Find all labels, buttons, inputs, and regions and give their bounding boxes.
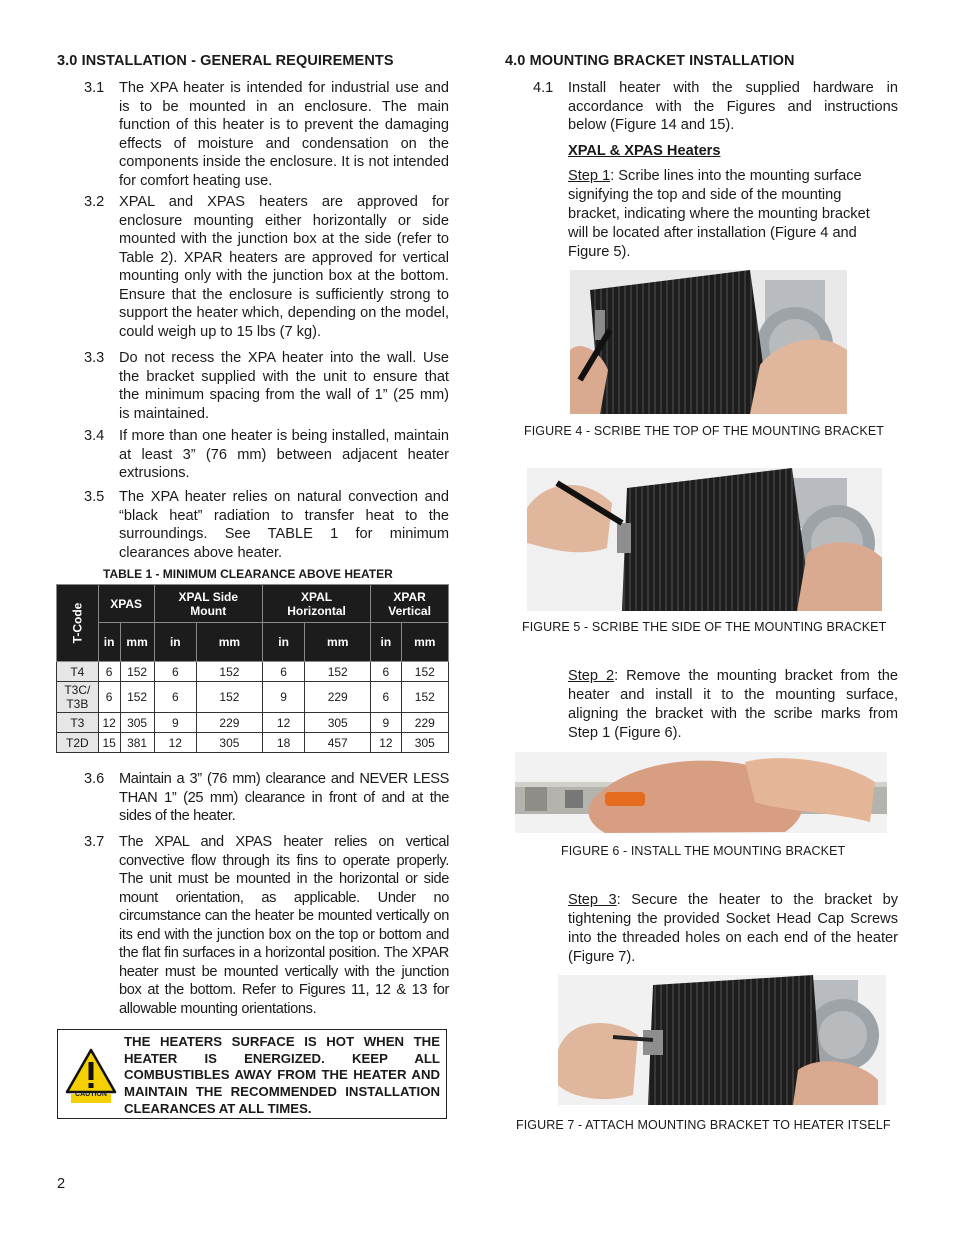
item-number: 3.1 (84, 80, 105, 96)
table-cell: 6 (154, 682, 196, 713)
table-row (57, 733, 449, 753)
page-number: 2 (57, 1176, 66, 1192)
item-number: 3.5 (84, 489, 105, 505)
item-number: 3.3 (84, 350, 105, 366)
t-code-cell: T3C/ T3B (57, 682, 99, 713)
item-3-6 (84, 770, 449, 828)
col-group-xpal-horizontal: XPAL Horizontal (262, 585, 370, 623)
figure-6-caption: FIGURE 6 - INSTALL THE MOUNTING BRACKET (561, 844, 846, 858)
item-number: 3.4 (84, 428, 105, 444)
step-1-text: : Scribe lines into the mounting surface signifying the top and side of the mounting bracket, indicating where the mounting bracket will be located after installation (Figure 4 and Figure 5). (568, 168, 870, 260)
item-text: If more than one heater is being installed, maintain at least 3” (76 mm) between adjacent heater extrusions. (119, 428, 449, 481)
table-cell: 15 (98, 733, 120, 753)
table-cell: 12 (371, 733, 401, 753)
table-cell: 6 (262, 662, 304, 682)
item-text: The XPA heater relies on natural convection and “black heat” radiation to transfer heat to the surroundings. See TABLE 1 for minimum clearances above heater. (119, 489, 449, 561)
item-number: 3.6 (84, 771, 105, 787)
figure-4-caption: FIGURE 4 - SCRIBE THE TOP OF THE MOUNTING BRACKET (524, 424, 885, 438)
unit-header: in (98, 623, 120, 662)
table-cell: 305 (120, 713, 154, 733)
table-cell: 6 (154, 662, 196, 682)
item-3-2 (84, 193, 449, 343)
item-4-1 (533, 79, 899, 137)
table-cell: 305 (401, 733, 448, 753)
section-3-heading: 3.0 INSTALLATION - GENERAL REQUIREMENTS (57, 53, 394, 69)
step-1-label: Step 1 (568, 168, 611, 184)
table-row (57, 713, 449, 733)
item-number: 3.2 (84, 194, 105, 210)
unit-header: mm (305, 623, 371, 662)
table-cell: 12 (154, 733, 196, 753)
caution-label: CAUTION (75, 1091, 107, 1098)
unit-header: mm (196, 623, 262, 662)
step-3-label: Step 3 (568, 892, 617, 908)
table-cell: 18 (262, 733, 304, 753)
table-cell: 229 (401, 713, 448, 733)
unit-header: in (371, 623, 401, 662)
col-group-xpar-vertical: XPAR Vertical (371, 585, 449, 623)
t-code-cell: T4 (57, 662, 99, 682)
table-cell: 457 (305, 733, 371, 753)
item-text: Install heater with the supplied hardware in accordance with the Figures and instructions below (Figure 14 and 15). (568, 80, 898, 133)
table-cell: 152 (305, 662, 371, 682)
item-3-3 (84, 349, 449, 424)
table-row (57, 682, 449, 713)
table-cell: 305 (305, 713, 371, 733)
figure-5-caption: FIGURE 5 - SCRIBE THE SIDE OF THE MOUNTING BRACKET (522, 620, 887, 634)
item-3-7 (84, 833, 449, 1023)
table-cell: 9 (371, 713, 401, 733)
table-cell: 12 (98, 713, 120, 733)
table-cell: 12 (262, 713, 304, 733)
figure-7-photo (558, 975, 886, 1105)
t-code-cell: T2D (57, 733, 99, 753)
step-2 (568, 667, 898, 743)
table-cell: 152 (120, 682, 154, 713)
table-cell: 6 (98, 662, 120, 682)
table-cell: 6 (98, 682, 120, 713)
caution-box (57, 1029, 447, 1119)
step-1 (568, 167, 893, 262)
table-cell: 229 (196, 713, 262, 733)
step-3 (568, 891, 898, 967)
table-cell: 229 (305, 682, 371, 713)
table-title: TABLE 1 - MINIMUM CLEARANCE ABOVE HEATER (103, 567, 393, 581)
caution-text: THE HEATERS SURFACE IS HOT WHEN THE HEATER IS ENERGIZED. KEEP ALL COMBUSTIBLES AWAY FROM THE HEATER AND MAINTAIN THE RECOMMENDED INSTALLATION CLEARANCES AT ALL TIMES. (124, 1034, 440, 1116)
figure-6-photo (515, 752, 887, 833)
item-3-4 (84, 427, 449, 485)
table-cell: 6 (371, 662, 401, 682)
unit-header: mm (401, 623, 448, 662)
col-group-xpal-side: XPAL Side Mount (154, 585, 262, 623)
figure-4-photo (570, 270, 847, 414)
table-cell: 9 (262, 682, 304, 713)
unit-header: mm (120, 623, 154, 662)
step-2-text: : Remove the mounting bracket from the heater and install it to the mounting surface, aligning the bracket with the scribe marks from Step 1 (Figure 6). (568, 668, 898, 741)
figure-5-photo (527, 468, 882, 611)
table-cell: 152 (120, 662, 154, 682)
item-number: 3.7 (84, 834, 105, 850)
unit-header: in (154, 623, 196, 662)
step-2-label: Step 2 (568, 668, 615, 684)
table-cell: 9 (154, 713, 196, 733)
table-cell: 152 (196, 662, 262, 682)
item-number: 4.1 (533, 80, 554, 96)
figure-7-caption: FIGURE 7 - ATTACH MOUNTING BRACKET TO HEATER ITSELF (516, 1118, 891, 1132)
t-code-header: T-Code (57, 585, 99, 662)
clearance-table (56, 584, 449, 753)
subheading-xpal-xpas: XPAL & XPAS Heaters (568, 143, 721, 159)
table-cell: 152 (401, 662, 448, 682)
table-cell: 152 (401, 682, 448, 713)
item-text: XPAL and XPAS heaters are approved for enclosure mounting either horizontally or side mounted with the junction box at the side (refer to Table 2). XPAR heaters are approved for vertical mounting only with the junction box at the bottom. Ensure that the enclosure is sufficiently strong to support the heater which, depending on the model, could weigh up to 15 lbs (7 kg). (119, 194, 449, 340)
table-cell: 6 (371, 682, 401, 713)
item-text: Do not recess the XPA heater into the wall. Use the bracket supplied with the unit to ensure that the minimum spacing from the wall of 1” (25 mm) is maintained. (119, 350, 449, 422)
item-text: Maintain a 3” (76 mm) clearance and NEVER LESS THAN 1” (25 mm) clearance in front of and at the sides of the heater. (119, 771, 449, 824)
item-3-5 (84, 488, 449, 563)
item-text: The XPA heater is intended for industrial use and is to be mounted in an enclosure. The main function of this heater is to prevent the damaging effects of moisture and condensation on the components inside the enclosure. It is not intended for comfort heating use. (119, 80, 449, 189)
step-3-text: : Secure the heater to the bracket by tightening the provided Socket Head Cap Screws into the threaded holes on each end of the heater (Figure 7). (568, 892, 898, 965)
table-cell: 305 (196, 733, 262, 753)
unit-header: in (262, 623, 304, 662)
section-4-heading: 4.0 MOUNTING BRACKET INSTALLATION (505, 53, 795, 69)
item-text: The XPAL and XPAS heater relies on vertical convective flow through its fins to operate properly. The unit must be mounted in the horizontal or side mount orientation, as applicable. Under no circumstance can the heater be mounted vertically on its end with the junction box on the top or bottom and the flat fin surfaces in a horizontal position. The XPAR heater must be mounted vertically with the junction box at the bottom. Refer to Figures 11, 12 & 13 for allowable mounting orientations. (119, 834, 449, 1017)
table-cell: 381 (120, 733, 154, 753)
t-code-cell: T3 (57, 713, 99, 733)
item-3-1 (84, 79, 449, 189)
table-row (57, 662, 449, 682)
table-cell: 152 (196, 682, 262, 713)
col-group-xpas: XPAS (98, 585, 154, 623)
